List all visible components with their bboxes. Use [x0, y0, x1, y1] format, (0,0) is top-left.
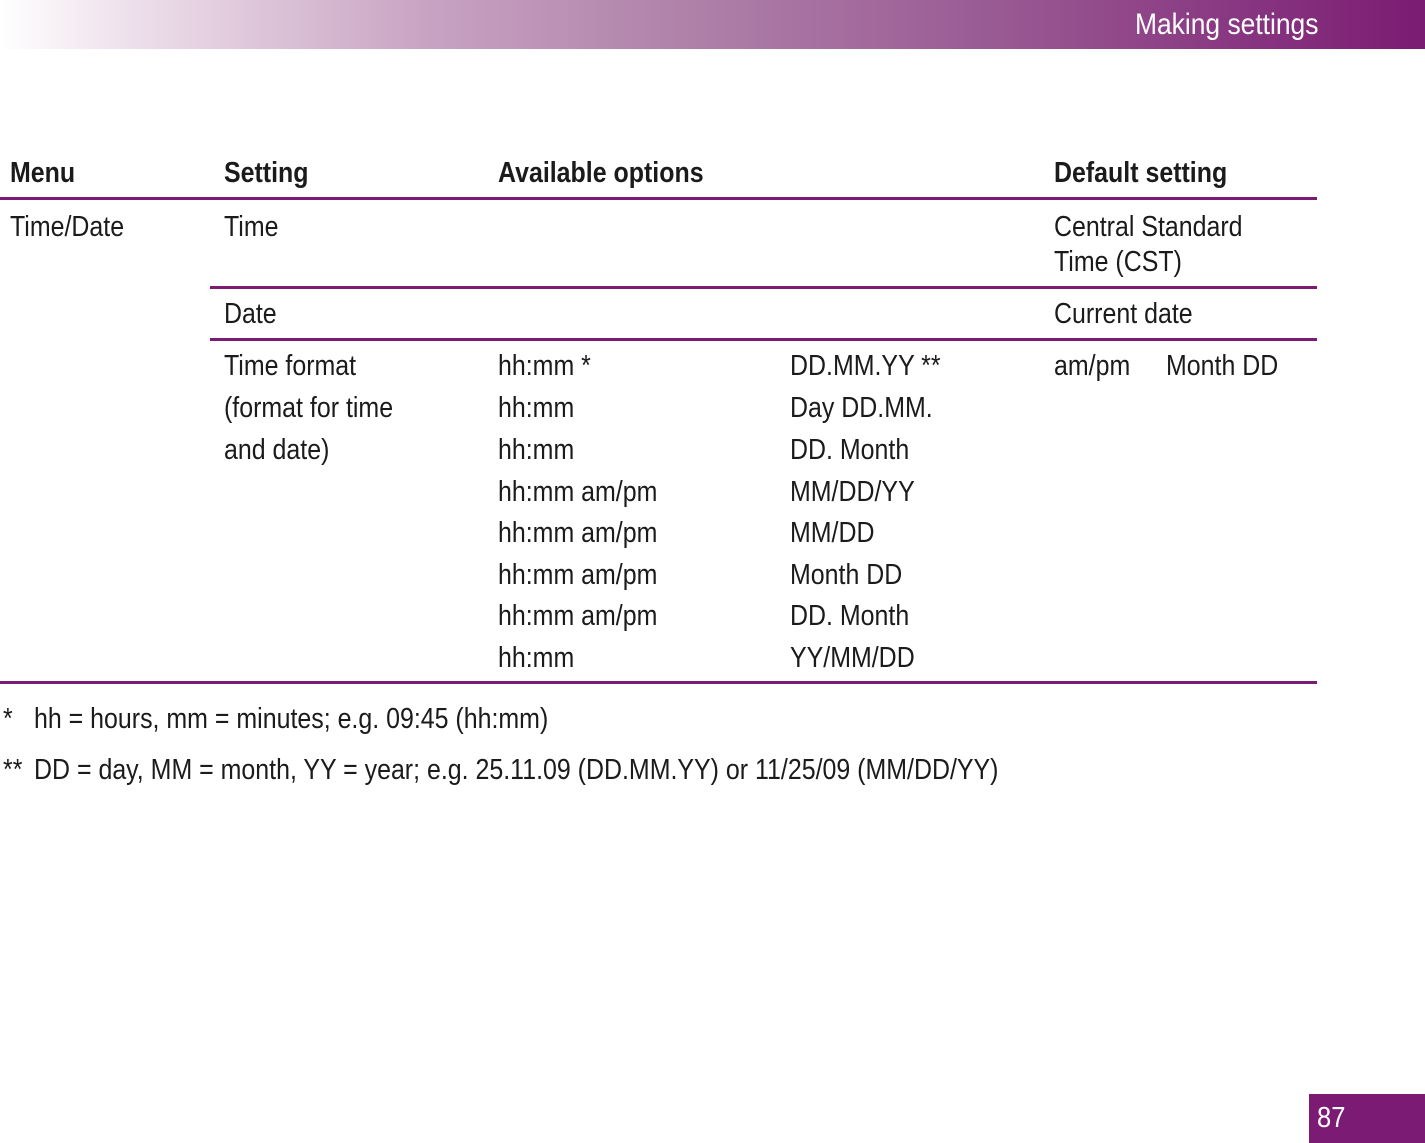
date-option: DD. Month	[790, 600, 910, 632]
row-divider	[210, 338, 1317, 341]
column-header-menu: Menu	[10, 157, 76, 189]
time-option: hh:mm am/pm	[498, 517, 658, 549]
footnote-mark: **	[3, 754, 23, 786]
footnote-text: hh = hours, mm = minutes; e.g. 09:45 (hh:mm)	[34, 703, 549, 735]
time-option: hh:mm am/pm	[498, 600, 658, 632]
date-option: Day DD.MM.	[790, 392, 933, 424]
setting-time-format-line-2: (format for time	[224, 392, 394, 424]
setting-time-format-line-1: Time format	[224, 350, 357, 382]
date-option: DD.MM.YY **	[790, 350, 941, 382]
time-option: hh:mm am/pm	[498, 476, 658, 508]
default-time-format: am/pm	[1054, 350, 1131, 382]
page-number-box	[1309, 1094, 1425, 1143]
table-header-rule	[0, 197, 1317, 200]
time-option: hh:mm am/pm	[498, 559, 658, 591]
setting-time: Time	[224, 211, 279, 243]
footnote-text: DD = day, MM = month, YY = year; e.g. 25.11.09 (DD.MM.YY) or 11/25/09 (MM/DD/YY)	[34, 754, 999, 786]
column-header-setting: Setting	[224, 157, 309, 189]
setting-date: Date	[224, 298, 277, 330]
column-header-default: Default setting	[1054, 157, 1228, 189]
time-option: hh:mm	[498, 642, 575, 674]
default-time-line-1: Central Standard	[1054, 211, 1243, 243]
footnote-mark: *	[3, 703, 13, 735]
setting-time-format-line-3: and date)	[224, 434, 330, 466]
header-bar	[0, 0, 1425, 49]
default-date: Current date	[1054, 298, 1193, 330]
time-option: hh:mm	[498, 392, 575, 424]
date-option: MM/DD/YY	[790, 476, 915, 508]
menu-cell: Time/Date	[10, 211, 125, 243]
section-title: Making settings	[1134, 8, 1318, 41]
date-option: Month DD	[790, 559, 903, 591]
column-header-options: Available options	[498, 157, 704, 189]
date-option: MM/DD	[790, 517, 875, 549]
page-number: 87	[1317, 1102, 1346, 1134]
row-divider	[210, 286, 1317, 289]
time-option: hh:mm	[498, 434, 575, 466]
default-time-line-2: Time (CST)	[1054, 246, 1182, 278]
time-option: hh:mm *	[498, 350, 591, 382]
date-option: DD. Month	[790, 434, 910, 466]
date-option: YY/MM/DD	[790, 642, 915, 674]
default-date-format: Month DD	[1166, 350, 1279, 382]
table-bottom-rule	[0, 681, 1317, 684]
